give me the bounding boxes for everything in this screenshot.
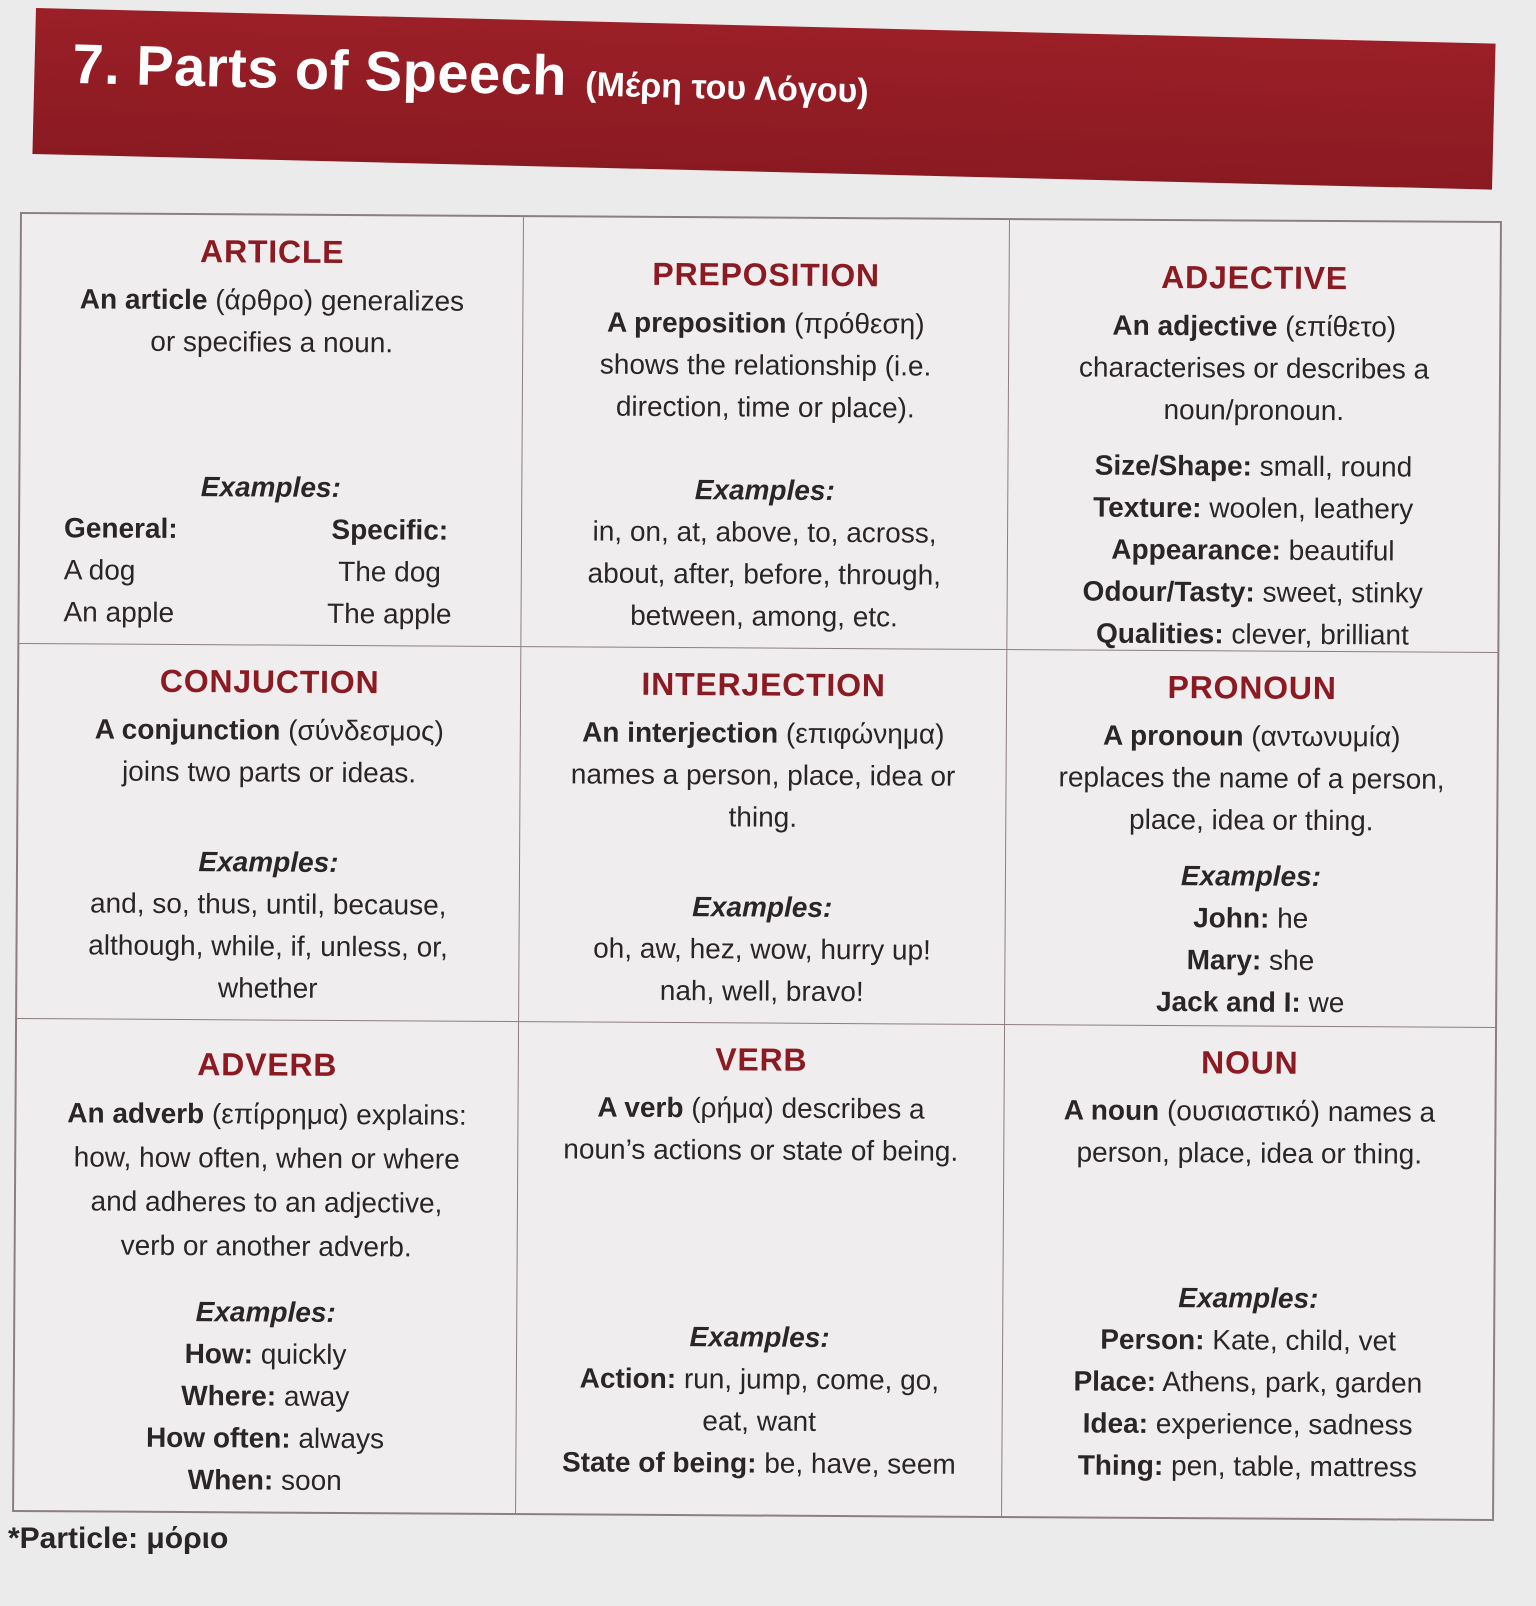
conjunction-example-line: although, while, if, unless, or, (88, 929, 448, 963)
noun-term: A noun (1063, 1094, 1160, 1126)
interjection-example-line: oh, aw, hez, wow, hurry up! (593, 932, 931, 966)
conjunction-example-line: whether (217, 972, 318, 1004)
adjective-greek: (επίθετο) (1285, 310, 1397, 343)
verb-examples-label: Examples: (689, 1321, 830, 1353)
adjective-example: Appearance: beautiful (1111, 533, 1395, 567)
verb-state-line: State of being: be, have, seem (561, 1446, 956, 1480)
verb-definition (534, 1086, 988, 1173)
interjection-examples-label: Examples: (692, 891, 833, 923)
pronoun-example: Mary: she (1186, 944, 1315, 976)
adjective-example: Qualities: clever, brilliant (1095, 617, 1409, 651)
noun-heading: NOUN (1200, 1044, 1299, 1081)
cell-adjective (1007, 220, 1500, 653)
adjective-example: Texture: woolen, leathery (1093, 491, 1414, 525)
adverb-def-2: how, how often, when or where (73, 1141, 460, 1175)
conjunction-example-line: and, so, thus, until, because, (89, 887, 447, 921)
article-example-columns (35, 507, 505, 636)
verb-action-line: Action: run, jump, come, go, (579, 1362, 940, 1396)
interjection-greek: (επιφώνημα) (785, 717, 945, 750)
article-definition (37, 278, 507, 365)
adverb-definition (32, 1091, 502, 1270)
pronoun-definition (1022, 714, 1481, 843)
preposition-def-1: shows the relationship (i.e. (599, 348, 932, 382)
adverb-def-4: verb or another adverb. (120, 1229, 412, 1263)
pronoun-greek: (αντωνυμία) (1251, 720, 1401, 753)
verb-heading: VERB (715, 1041, 808, 1078)
article-def-2: or specifies a noun. (150, 325, 394, 359)
conjunction-term: A conjunction (94, 713, 281, 746)
conjunction-greek: (σύνδεσμος) (288, 714, 445, 747)
verb-action-line-2: eat, want (702, 1405, 817, 1437)
page-subtitle: (Μέρη του Λόγου) (584, 65, 870, 111)
conjunction-heading: CONJUCTION (159, 662, 380, 701)
interjection-def-1: names a person, place, idea or (570, 758, 956, 792)
article-term: An article (79, 283, 208, 316)
interjection-term: An interjection (582, 716, 779, 749)
pronoun-term: A pronoun (1102, 719, 1244, 752)
preposition-term: A preposition (606, 306, 787, 339)
interjection-def-2: thing. (728, 801, 798, 833)
adverb-term: An adverb (67, 1097, 205, 1130)
parts-of-speech-grid (12, 212, 1502, 1521)
adverb-examples-label: Examples: (195, 1296, 336, 1328)
noun-example: Place: Athens, park, garden (1073, 1365, 1423, 1399)
cell-preposition (521, 217, 1010, 650)
noun-def-1: names a (1327, 1096, 1436, 1128)
preposition-greek: (πρόθεση) (794, 307, 925, 340)
conjunction-def-1: joins two parts or ideas. (121, 755, 417, 789)
cell-noun (1002, 1025, 1495, 1519)
adverb-heading: ADVERB (197, 1046, 338, 1083)
preposition-def-2: direction, time or place). (615, 390, 915, 424)
article-specific-column (294, 509, 485, 636)
article-examples-label: Examples: (200, 471, 341, 503)
noun-example: Idea: experience, sadness (1082, 1407, 1413, 1441)
adverb-example: When: soon (187, 1464, 342, 1496)
title-banner (32, 8, 1495, 190)
adverb-greek: (επίρρημα) (211, 1098, 349, 1131)
pronoun-examples-label: Examples: (1180, 860, 1322, 892)
verb-def-1: describes a (781, 1092, 925, 1125)
cell-article (19, 214, 524, 647)
adverb-def-3: and adheres to an adjective, (90, 1185, 443, 1219)
interjection-example-line: nah, well, bravo! (659, 974, 864, 1008)
adjective-heading: ADJECTIVE (1161, 258, 1349, 297)
interjection-heading: INTERJECTION (641, 665, 886, 704)
adjective-def-2: noun/pronoun. (1163, 393, 1345, 427)
article-general-column (63, 507, 254, 634)
article-general-item: A dog (63, 554, 136, 586)
noun-examples-label: Examples: (1178, 1282, 1319, 1314)
article-general-item: An apple (63, 596, 175, 628)
conjunction-examples-label: Examples: (198, 846, 339, 878)
adjective-example: Size/Shape: small, round (1094, 449, 1413, 483)
cell-conjunction (17, 644, 521, 1022)
interjection-definition (536, 711, 990, 840)
adverb-example: Where: away (181, 1380, 350, 1413)
adverb-example: How: quickly (184, 1338, 347, 1371)
noun-def-2: person, place, idea or thing. (1076, 1136, 1423, 1170)
page-title: 7. Parts of Speech (71, 31, 568, 107)
preposition-example-line: in, on, at, above, to, across, (592, 515, 937, 549)
pronoun-heading: PRONOUN (1167, 669, 1337, 707)
preposition-heading: PREPOSITION (652, 255, 880, 294)
adverb-def-1: explains: (356, 1099, 467, 1131)
preposition-definition (539, 301, 993, 430)
verb-def-2: noun’s actions or state of being. (563, 1133, 959, 1167)
cell-verb (516, 1022, 1005, 1516)
verb-term: A verb (597, 1091, 684, 1124)
pronoun-example: John: he (1193, 902, 1309, 934)
cell-interjection (519, 647, 1007, 1025)
conjunction-definition (34, 708, 504, 795)
cell-pronoun (1005, 650, 1497, 1028)
adverb-example: How often: always (145, 1421, 385, 1455)
article-specific-label: Specific: (331, 513, 449, 546)
noun-greek: (ουσιαστικό) (1166, 1095, 1321, 1127)
article-specific-item: The apple (326, 597, 452, 630)
article-def-1: generalizes (320, 284, 465, 317)
pronoun-def-2: place, idea or thing. (1129, 803, 1374, 837)
verb-greek: (ρήμα) (691, 1092, 774, 1124)
article-general-label: General: (63, 512, 178, 544)
pronoun-def-1: replaces the name of a person, (1058, 761, 1445, 795)
adjective-example: Odour/Tasty: sweet, stinky (1082, 575, 1423, 609)
preposition-example-line: about, after, before, through, (587, 557, 942, 591)
footnote: *Particle: μόριο (8, 1522, 229, 1555)
preposition-examples-label: Examples: (694, 474, 835, 506)
article-specific-item: The dog (338, 555, 442, 588)
article-heading: ARTICLE (200, 233, 345, 270)
adjective-term: An adjective (1112, 309, 1278, 342)
pronoun-example: Jack and I: we (1155, 985, 1345, 1019)
adjective-def-1: characterises or describes a (1078, 351, 1430, 385)
noun-example: Person: Kate, child, vet (1100, 1323, 1397, 1357)
preposition-example-line: between, among, etc. (630, 599, 898, 633)
article-greek: (άρθρο) (215, 284, 314, 316)
adjective-definition (1025, 304, 1484, 433)
noun-example: Thing: pen, table, mattress (1077, 1449, 1418, 1483)
cell-adverb (14, 1019, 519, 1513)
noun-definition (1020, 1089, 1479, 1176)
